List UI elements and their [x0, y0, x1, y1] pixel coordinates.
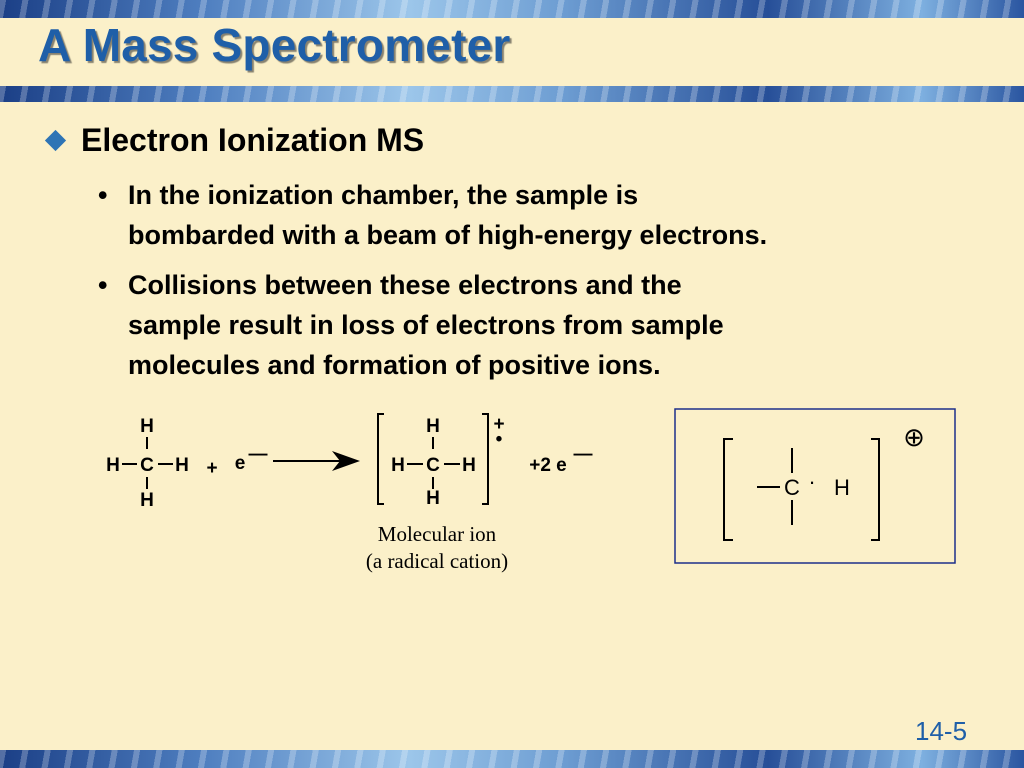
- methane-top-h: H: [140, 416, 154, 437]
- inset-hydrogen: H: [834, 475, 850, 500]
- methane-carbon: C: [140, 455, 154, 476]
- right-bracket: [482, 414, 488, 504]
- bullet-dot: •: [98, 180, 108, 210]
- methane-right-h: H: [175, 455, 189, 476]
- sub-bullet-2-line-3: molecules and formation of positive ions.: [128, 350, 661, 380]
- inset-carbon: C: [784, 475, 800, 500]
- sub-bullet-1-line-1: In the ionization chamber, the sample is: [128, 180, 639, 210]
- sub-bullet-1-line-2: bombarded with a beam of high-energy electrons.: [128, 220, 768, 250]
- sub-bullet-2-line-1: Collisions between these electrons and the: [128, 270, 682, 300]
- methane-bottom-h: H: [140, 490, 154, 511]
- slide-title: A Mass Spectrometer: [38, 19, 511, 71]
- main-bullet-text: Electron Ionization MS: [81, 122, 425, 158]
- page-number: 14-5: [915, 716, 968, 746]
- ion-top-h: H: [426, 416, 440, 437]
- sub-bullet-2-line-2: sample result in loss of electrons from sample: [128, 310, 724, 340]
- byproduct-electrons: +2 e: [529, 455, 567, 476]
- plus-sign: +: [206, 458, 218, 479]
- bottom-decorative-band: [0, 750, 1024, 768]
- electron-symbol: e: [234, 453, 246, 474]
- ion-radical-dot: •: [495, 429, 503, 450]
- bullet-dot: •: [98, 270, 108, 300]
- ion-bottom-h: H: [426, 488, 440, 509]
- caption-radical-cation: (a radical cation): [365, 549, 509, 573]
- radical-cation-inset: [675, 409, 955, 563]
- inset-radical-dot: ·: [808, 469, 816, 494]
- left-bracket: [378, 414, 384, 504]
- ion-charge: +: [493, 414, 505, 435]
- ion-carbon: C: [426, 455, 440, 476]
- circled-plus-icon: ⊕: [903, 422, 925, 452]
- methane-structure: [106, 416, 189, 511]
- methane-left-h: H: [106, 455, 120, 476]
- molecular-ion-structure: [378, 414, 505, 509]
- byproduct-charge: —: [573, 444, 593, 465]
- caption-molecular-ion: Molecular ion: [377, 522, 497, 546]
- ion-left-h: H: [391, 455, 405, 476]
- electron-charge: —: [248, 444, 268, 465]
- ion-right-h: H: [462, 455, 476, 476]
